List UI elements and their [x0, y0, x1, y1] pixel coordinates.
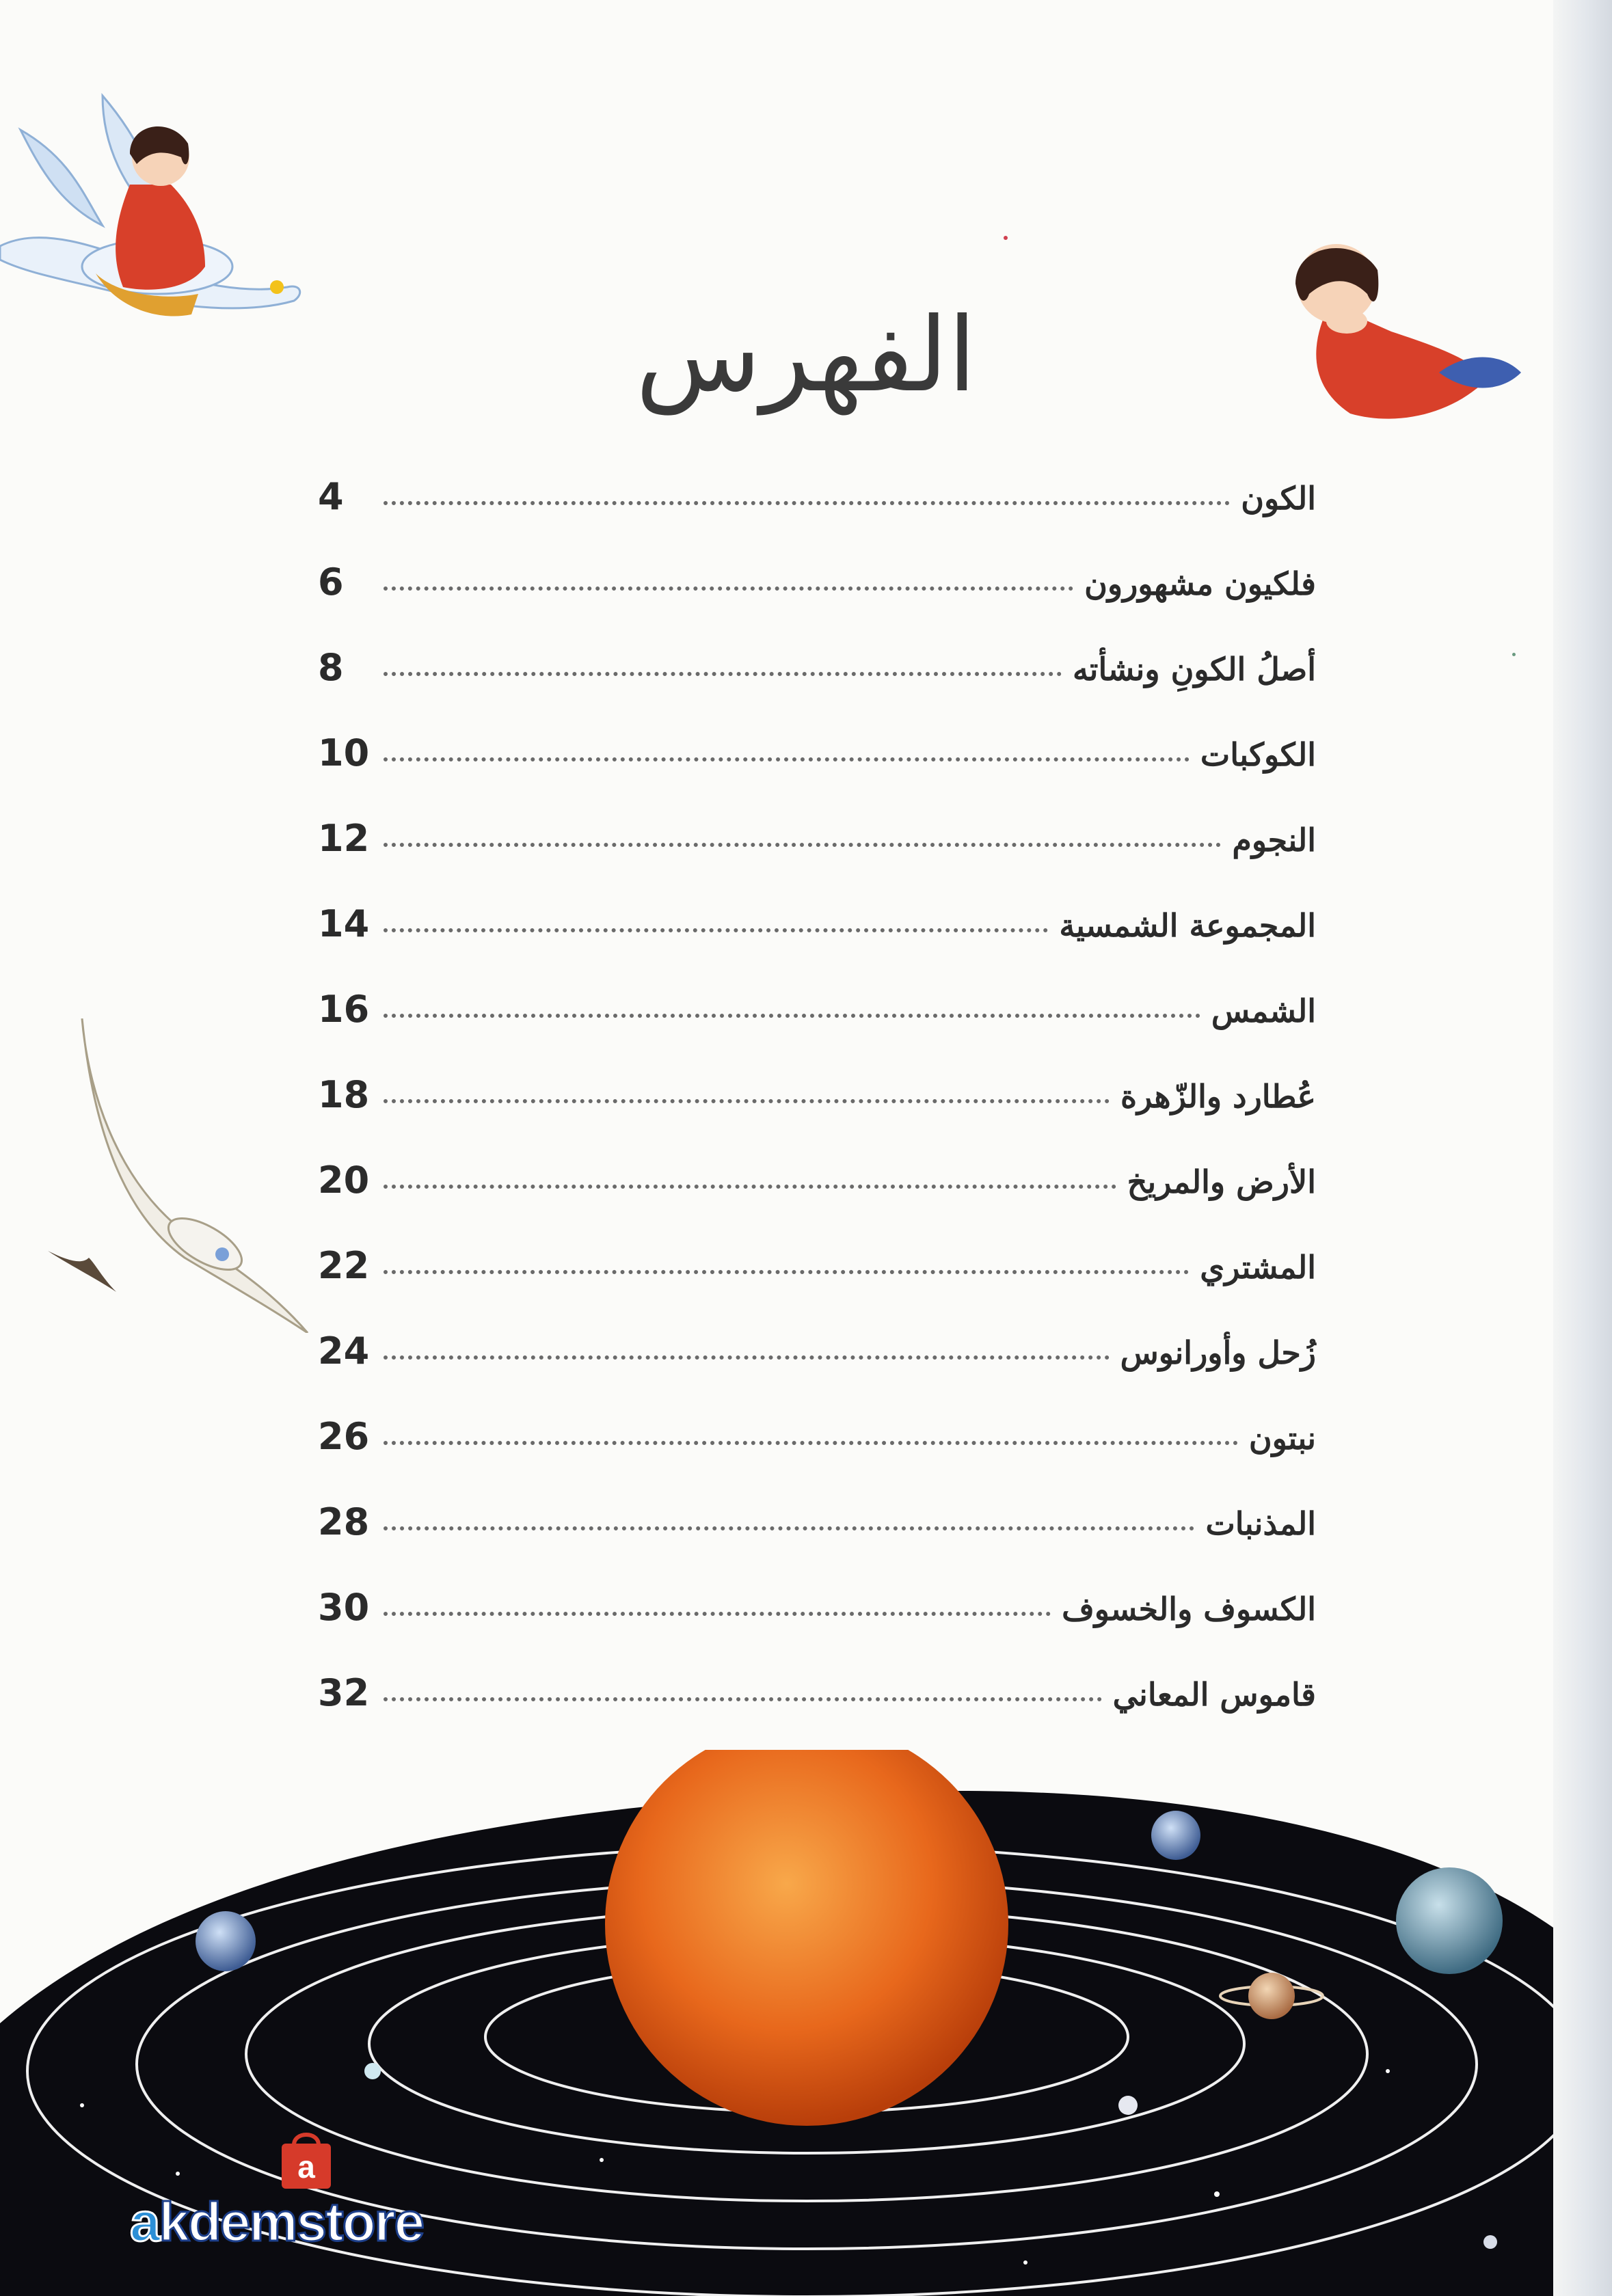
toc-leader-dots	[384, 501, 1230, 505]
planet-icon	[196, 1911, 256, 1971]
toc-leader-dots	[384, 1099, 1110, 1103]
svg-text:a: a	[297, 2149, 315, 2185]
toc-entry[interactable]	[318, 475, 1316, 561]
table-of-contents	[318, 475, 1316, 1757]
toc-entry-page-number: 24	[318, 1329, 370, 1373]
toc-entry-page-number: 14	[318, 902, 370, 945]
toc-entry[interactable]	[318, 1586, 1316, 1671]
flying-birds-illustration	[41, 1018, 314, 1333]
toc-entry-page-number: 16	[318, 988, 370, 1031]
toc-entry-page-number: 32	[318, 1671, 370, 1714]
toc-leader-dots	[384, 1441, 1238, 1445]
toc-entry-title: أصلُ الكونِ ونشأته	[1073, 651, 1316, 688]
toc-entry[interactable]	[318, 1329, 1316, 1415]
toc-entry-title: فلكيون مشهورون	[1084, 565, 1316, 602]
toc-leader-dots	[384, 1526, 1194, 1530]
toc-leader-dots	[384, 843, 1221, 847]
toc-entry-page-number: 6	[318, 561, 344, 604]
toc-entry[interactable]	[318, 1159, 1316, 1244]
toc-entry[interactable]	[318, 988, 1316, 1073]
toc-leader-dots	[384, 586, 1073, 591]
store-logo-text: akdemstore	[130, 2191, 424, 2252]
toc-leader-dots	[384, 672, 1062, 676]
toc-entry[interactable]	[318, 731, 1316, 817]
toc-entry-page-number: 8	[318, 646, 344, 689]
toc-entry-title: الكوكبات	[1200, 736, 1316, 773]
toc-leader-dots	[384, 1697, 1102, 1701]
toc-entry-title: المجموعة الشمسية	[1059, 907, 1316, 944]
toc-entry[interactable]	[318, 1415, 1316, 1500]
toc-entry[interactable]	[318, 1671, 1316, 1757]
toc-entry-page-number: 20	[318, 1159, 370, 1202]
toc-entry-title: الكون	[1241, 480, 1316, 517]
toc-leader-dots	[384, 1270, 1189, 1274]
print-speck	[1004, 236, 1008, 240]
toc-entry-page-number: 10	[318, 731, 370, 774]
toc-entry[interactable]	[318, 1073, 1316, 1159]
toc-leader-dots	[384, 1612, 1051, 1616]
toc-entry-page-number: 22	[318, 1244, 370, 1287]
planet-icon	[1151, 1811, 1200, 1860]
toc-entry[interactable]	[318, 561, 1316, 646]
toc-entry-title: المشتري	[1200, 1249, 1316, 1286]
toc-entry-title: الشمس	[1211, 992, 1316, 1029]
toc-entry-page-number: 18	[318, 1073, 370, 1116]
print-speck	[1512, 653, 1516, 656]
toc-entry-title: الأرض والمريخ	[1127, 1163, 1316, 1200]
planet-icon	[1248, 1973, 1295, 2019]
planet-icon	[1396, 1867, 1503, 1974]
toc-entry-page-number: 26	[318, 1415, 370, 1458]
toc-entry-page-number: 12	[318, 817, 370, 860]
page-title: الفهرس	[635, 296, 977, 415]
toc-entry-title: نبتون	[1248, 1420, 1316, 1457]
toc-entry-title: الكسوف والخسوف	[1062, 1591, 1316, 1628]
store-logo	[130, 2126, 499, 2252]
toc-entry-title: عُطارد والزّهرة	[1120, 1078, 1316, 1115]
toc-leader-dots	[384, 757, 1190, 761]
toc-entry-title: قاموس المعاني	[1112, 1676, 1316, 1713]
toc-leader-dots	[384, 1355, 1110, 1360]
toc-entry-title: المذنبات	[1205, 1505, 1316, 1542]
toc-entry[interactable]	[318, 1500, 1316, 1586]
toc-entry-title: زُحل وأورانوس	[1120, 1334, 1316, 1371]
toc-entry-title: النجوم	[1232, 822, 1316, 859]
toc-entry[interactable]	[318, 902, 1316, 988]
toc-leader-dots	[384, 1185, 1116, 1189]
toc-entry[interactable]	[318, 646, 1316, 731]
toc-entry-page-number: 28	[318, 1500, 370, 1543]
toc-leader-dots	[384, 928, 1048, 932]
toc-leader-dots	[384, 1014, 1200, 1018]
toc-entry-page-number: 30	[318, 1586, 370, 1629]
toc-entry-page-number: 4	[318, 475, 344, 518]
shopping-bag-icon	[273, 2126, 339, 2191]
girl-on-swan-illustration	[0, 89, 314, 321]
toc-entry[interactable]	[318, 1244, 1316, 1329]
toc-entry[interactable]	[318, 817, 1316, 902]
